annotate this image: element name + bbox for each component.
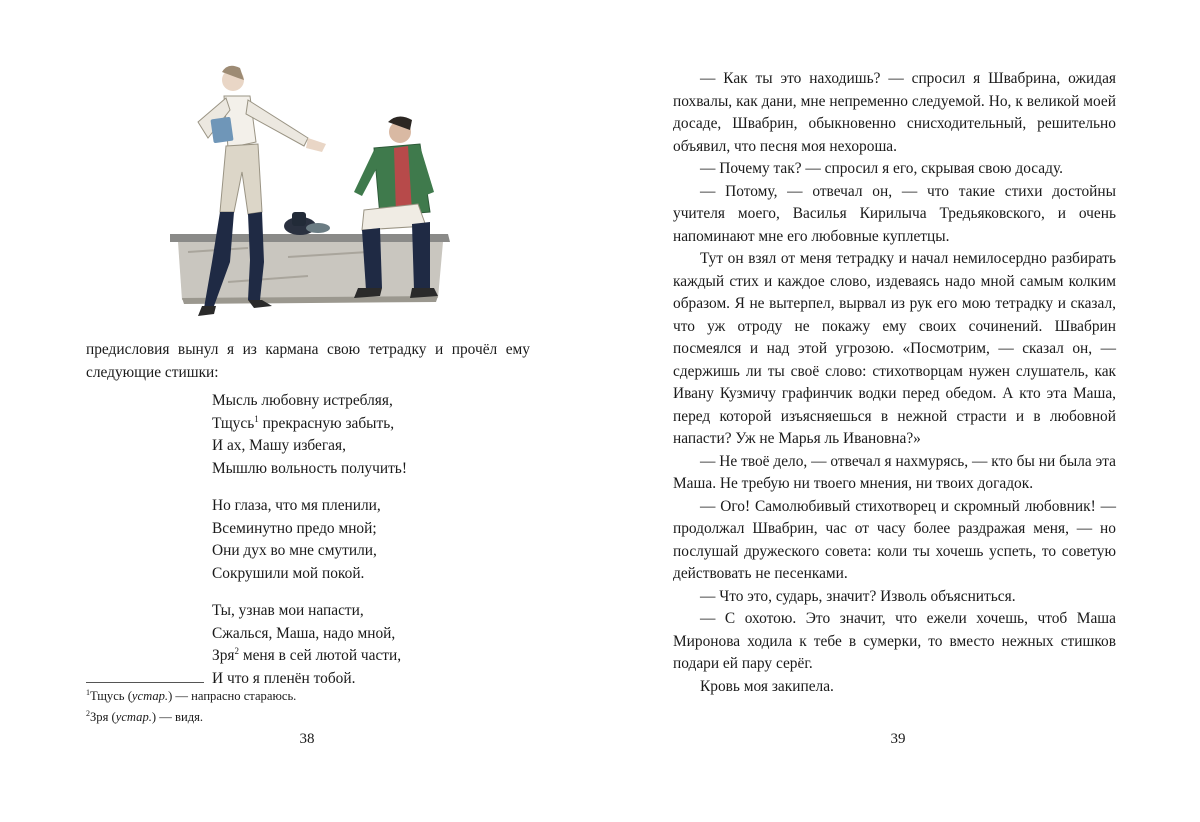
paragraph: — Как ты это находишь? — спросил я Швабрина, ожидая похвалы, как дани, мне непременно следуемой. Но, к великой моей досаде, Швабрин, обыкновенно снисходительный, решительно объявил, что песня моя нехороша. <box>673 70 1116 155</box>
poem-line: Зря$^2$ меня в сей лютой части, <box>212 646 402 664</box>
footnote: $^1$Тщусь (устар.) — напрасно стараюсь. <box>86 688 297 703</box>
paragraph: — С охотою. Это значит, что ежели хочешь, чтоб Маша Миронова ходила к тебе в сумерки, то вместо нежных стишков подари ей пару серёг. <box>673 610 1116 672</box>
footnotes <box>86 686 296 728</box>
poem-line: Тщусь$^1$ прекрасную забыть, <box>212 413 395 432</box>
paragraph: Кровь моя закипела. <box>700 677 834 695</box>
footnote: $^2$Зря (устар.) — видя. <box>86 709 204 724</box>
footnote-divider <box>86 682 204 683</box>
poem-stanza <box>212 600 407 690</box>
paragraph: — Что это, сударь, значит? Изволь объясниться. <box>700 587 1016 605</box>
footnote-ref[interactable]: 2 <box>234 646 239 656</box>
poem <box>212 390 407 705</box>
poem-line: И ах, Машу избегая, <box>212 437 346 454</box>
footnote-ref[interactable]: 1 <box>254 413 259 424</box>
paragraph: — Почему так? — спросил я его, скрывая свою досаду. <box>700 160 1063 177</box>
page-number: 38 <box>299 731 315 747</box>
poem-line: Сжалься, Маша, надо мной, <box>212 624 396 642</box>
paragraph: — Не твоё дело, — отвечал я нахмурясь, — кто бы ни была эта Маша. Не требую ни твоего мнения, ни твоих догадок. <box>673 452 1116 492</box>
intro-line: следующие стишки: <box>86 363 219 381</box>
paragraph: — Ого! Самолюбивый стихотворец и скромный любовник! — продолжал Швабрин, час от часу более раздражая меня, — но послушай дружеского совета: коли ты хочешь успеть, то советую действовать не песенками. <box>673 497 1116 582</box>
page-number: 39 <box>890 731 906 747</box>
left-intro-text <box>86 339 530 384</box>
paragraph: Тут он взял от меня тетрадку и начал немилосердно разбирать каждый стих и каждое слово, издеваясь надо мной самым колким образом. Я не вытерпел, вырвал из рук его мою тетрадку и сказал, что уж отроду не покажу ему своих сочинений. Швабрин посмеялся и над этой угрозою. «Посмотрим, — сказал он, — сдержишь ли ты своё слово: стихотворцам нужен слушатель, как Ивану Кузмичу графинчик водки перед обедом. А кто эта Маша, перед которой изъясняешься в нежной страсти и в любовной напасти? Уж не Марья ль Ивановна?» <box>673 250 1116 447</box>
right-body-text <box>673 68 1116 698</box>
poem-line: Они дух во мне смутили, <box>212 542 377 559</box>
poem-stanza <box>212 495 407 585</box>
poem-line: Всеминутно предо мной; <box>212 519 377 537</box>
paragraph: — Потому, — отвечал он, — что такие стихи достойны учителя моего, Василья Кирилыча Тредьяковского, и очень напоминают мне его любовные куплетцы. <box>673 182 1116 245</box>
poem-line: Сокрушили мой покой. <box>212 564 365 582</box>
poem-stanza <box>212 390 407 480</box>
poem-line: И что я пленён тобой. <box>212 669 356 687</box>
poem-line: Ты, узнав мои напасти, <box>212 602 364 619</box>
poem-line: Но глаза, что мя пленили, <box>212 497 381 514</box>
intro-line: предисловия вынул я из кармана свою тетрадку и прочёл ему <box>86 341 530 358</box>
poem-line: Мышлю вольность получить! <box>212 459 407 477</box>
illustration-two-men-bench <box>168 62 453 324</box>
poem-line: Мысль любовну истребляя, <box>212 392 393 409</box>
right-page <box>600 0 1200 822</box>
